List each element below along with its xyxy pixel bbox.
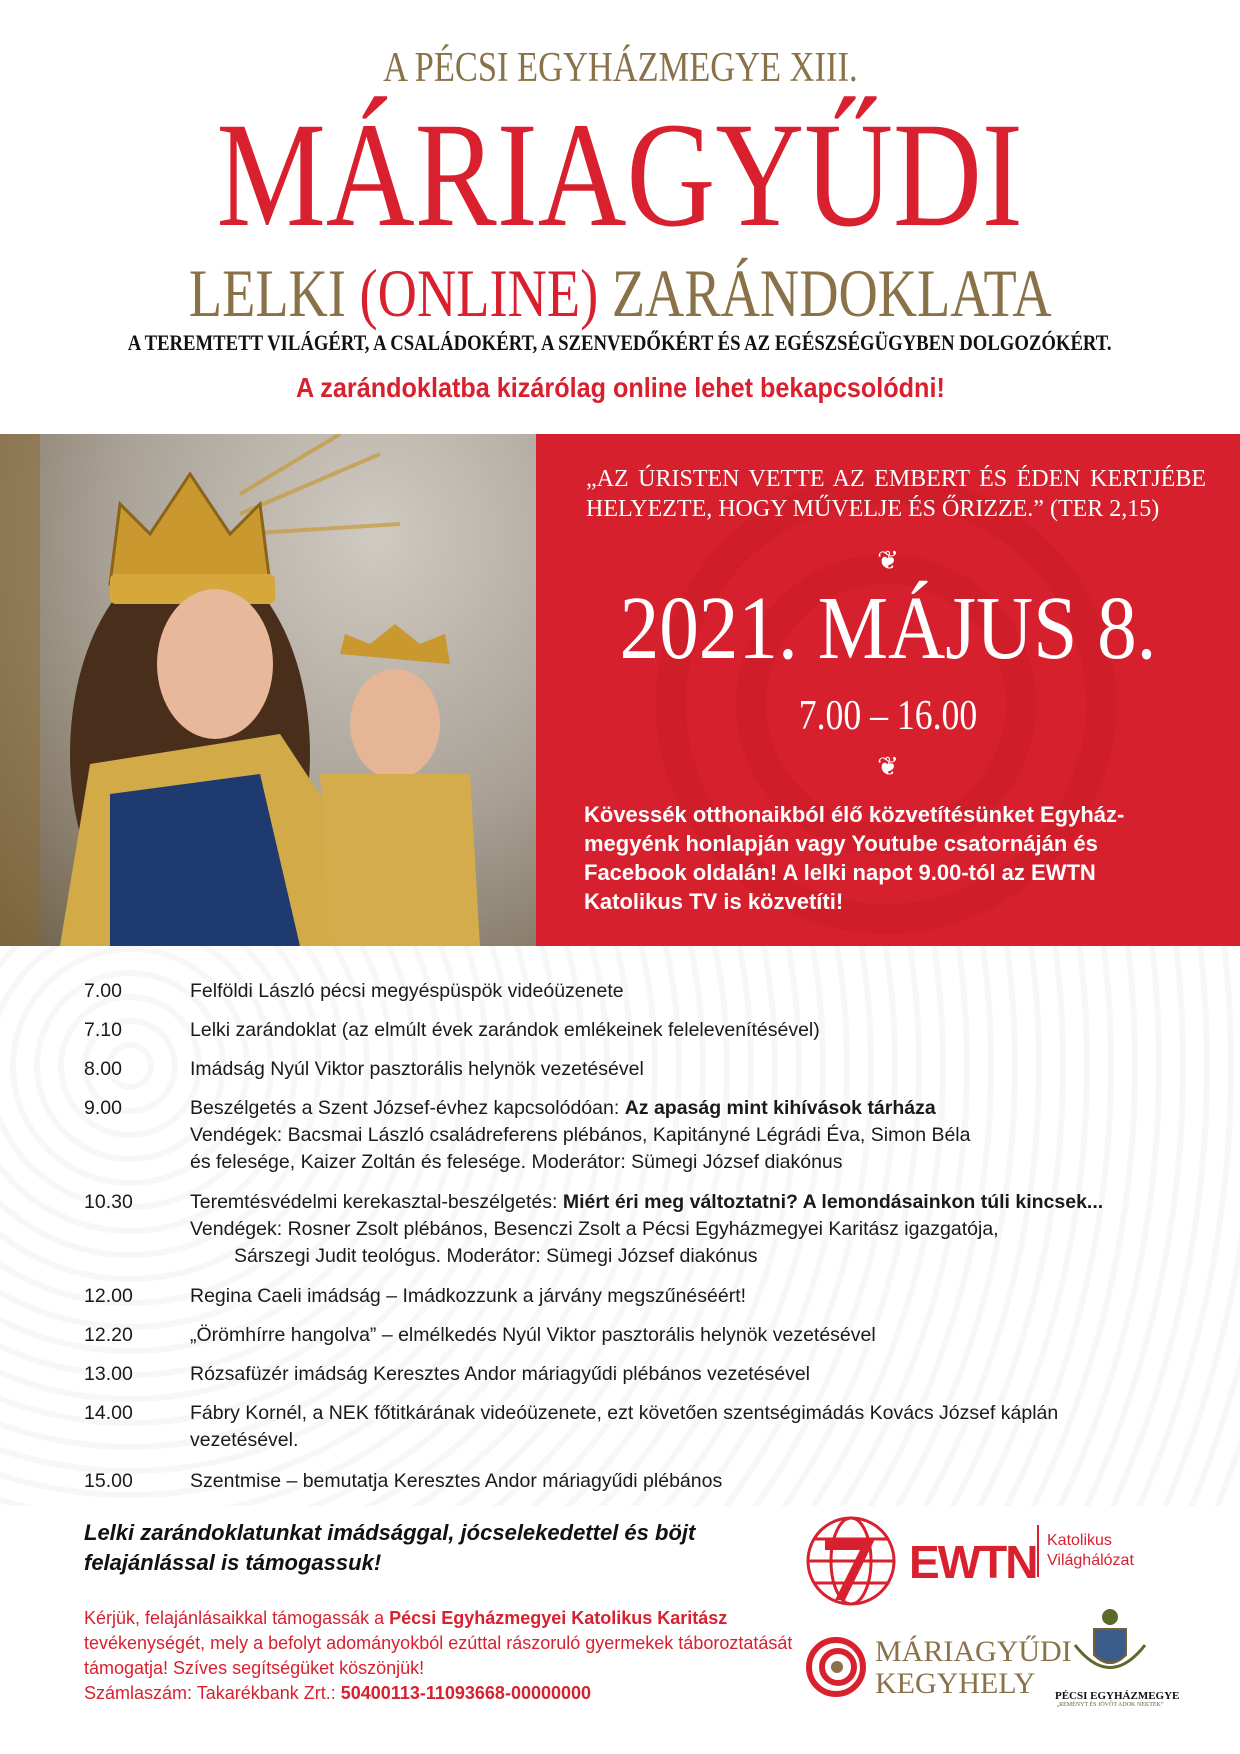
schedule-text-cont: vezetésével. bbox=[190, 1429, 299, 1451]
diocese-motto: „REMÉNYT ÉS JÖVŐT ADOK NEKTEK” bbox=[1056, 1702, 1164, 1708]
schedule-text: Imádság Nyúl Viktor pasztorális helynök vezetésével bbox=[190, 1058, 644, 1080]
account-number: 50400113-11093668-00000000 bbox=[340, 1683, 592, 1703]
dedication bbox=[0, 330, 1240, 356]
schedule-guests-cont: és felesége, Kaizer Zoltán és felesége. Moderátor: Sümegi József diakónus bbox=[190, 1151, 843, 1173]
subtitle-a: LELKI bbox=[188, 255, 346, 331]
globe-icon bbox=[805, 1515, 897, 1607]
schedule-guests-cont: Sárszegi Judit teológus. Moderátor: Sümegi József diakónus bbox=[234, 1245, 758, 1267]
shrine-line-1: MÁRIAGYŰDI bbox=[875, 1635, 1072, 1668]
schedule-time: 12.00 bbox=[84, 1285, 133, 1307]
donation-text-cont: tevékenységét, mely a befolyt adományokból ezúttal rászoruló gyermekek táboroztatását támogatja! Szíves segítségüket köszönjük! bbox=[84, 1633, 793, 1678]
subtitle bbox=[0, 255, 1240, 331]
divider bbox=[1037, 1525, 1039, 1577]
appeal-line: felajánlással is támogassuk! bbox=[84, 1550, 382, 1575]
shrine-name bbox=[875, 1636, 1072, 1700]
schedule-guests: Vendégek: Rosner Zsolt plébános, Besenczi Zsolt a Pécsi Egyházmegyei Karitász igazgatója, bbox=[190, 1218, 999, 1240]
ewtn-wordmark: EWTN bbox=[909, 1536, 1037, 1588]
subtitle-c: ZARÁNDOKLATA bbox=[611, 255, 1052, 331]
shrine-line-2: KEGYHELY bbox=[875, 1667, 1036, 1700]
subtitle-online: (ONLINE) bbox=[359, 255, 598, 331]
schedule-text: Lelki zarándoklat (az elmúlt évek zarándok emlékeinek felelevenítésével) bbox=[190, 1019, 820, 1041]
online-notice bbox=[0, 372, 1240, 404]
main-title bbox=[0, 92, 1240, 258]
schedule-time: 8.00 bbox=[84, 1058, 122, 1080]
main-title-text: MÁRIAGYŰDI bbox=[216, 92, 1024, 258]
ornament-icon: ❦ bbox=[877, 752, 899, 781]
stream-info: Kövessék otthonaikból élő közvetítésünket Egyház-megyénk honlapján vagy Youtube csatornáján és Facebook oldalán! A lelki napot 9.00-tól az EWTN Katolikus TV is közvetíti! bbox=[584, 802, 1125, 914]
schedule-text-main: Teremtésvédelmi kerekasztal-beszélgetés: bbox=[190, 1191, 563, 1213]
ewtn-tagline bbox=[1047, 1531, 1134, 1571]
pre-title bbox=[0, 44, 1240, 92]
event-date-text: 2021. MÁJUS 8. bbox=[619, 579, 1157, 678]
schedule-text: „Örömhírre hangolva” – elmélkedés Nyúl Viktor pasztorális helynök vezetésével bbox=[190, 1324, 876, 1346]
schedule-text-main: Fábry Kornél, a NEK főtitkárának videóüzenete, ezt követően szentségimádás Kovács József káplán bbox=[190, 1402, 1059, 1424]
event-time-text: 7.00 – 16.00 bbox=[798, 693, 978, 739]
event-banner bbox=[536, 434, 1240, 946]
schedule-text: Regina Caeli imádság – Imádkozzunk a járvány megszűnéséért! bbox=[190, 1285, 747, 1307]
diocese-logo bbox=[1055, 1605, 1180, 1708]
schedule-time: 9.00 bbox=[84, 1097, 122, 1119]
charity-name: Pécsi Egyházmegyei Katolikus Karitász bbox=[389, 1608, 728, 1628]
schedule-time: 13.00 bbox=[84, 1363, 133, 1385]
online-notice-text: A zarándoklatba kizárólag online lehet bekapcsolódni! bbox=[295, 372, 945, 403]
schedule-text-main: Beszélgetés a Szent József-évhez kapcsolódóan: bbox=[190, 1097, 625, 1119]
event-time bbox=[536, 692, 1240, 740]
schedule-guests: Vendégek: Bacsmai László családreferens plébános, Kapitányné Légrádi Éva, Simon Béla bbox=[190, 1124, 971, 1146]
schedule-time: 7.00 bbox=[84, 980, 122, 1002]
appeal-line: Lelki zarándoklatunkat imádsággal, jócselekedettel és böjt bbox=[84, 1520, 696, 1545]
bible-quote: „AZ ÚRISTEN VETTE AZ EMBERT ÉS ÉDEN KERTJÉBE HELYEZTE, HOGY MŰVELJE ÉS ŐRIZZE.” (TER 2,15) bbox=[586, 466, 1206, 522]
schedule-text bbox=[190, 1400, 1190, 1454]
schedule-time: 14.00 bbox=[84, 1402, 133, 1424]
schedule-text: Felföldi László pécsi megyéspüspök videóüzenete bbox=[190, 980, 624, 1002]
shrine-logo bbox=[805, 1635, 1072, 1703]
account-label: Számlaszám: Takarékbank Zrt.: bbox=[84, 1683, 341, 1703]
schedule-time: 10.30 bbox=[84, 1191, 133, 1213]
ewtn-tagline-2: Világhálózat bbox=[1047, 1552, 1134, 1569]
schedule-text: Rózsafüzér imádság Keresztes Andor máriagyűdi plébános vezetésével bbox=[190, 1363, 811, 1385]
pre-title-text: A PÉCSI EGYHÁZMEGYE XIII. bbox=[382, 45, 858, 91]
schedule-text bbox=[190, 1189, 1190, 1270]
schedule-time: 12.20 bbox=[84, 1324, 133, 1346]
rose-icon bbox=[805, 1636, 867, 1698]
donation-info bbox=[84, 1606, 824, 1706]
dedication-text: A TEREMTETT VILÁGÉRT, A CSALÁDOKÉRT, A SZENVEDŐKÉRT ÉS AZ EGÉSZSÉGÜGYBEN DOLGOZÓKÉRT. bbox=[128, 330, 1112, 355]
ornament-icon: ❦ bbox=[877, 546, 899, 575]
coat-of-arms-icon bbox=[1070, 1605, 1150, 1685]
event-date bbox=[536, 579, 1240, 678]
ewtn-tagline-1: Katolikus bbox=[1047, 1532, 1112, 1549]
diocese-name: PÉCSI EGYHÁZMEGYE bbox=[1055, 1690, 1180, 1702]
appeal-text bbox=[84, 1518, 695, 1578]
donation-text: Kérjük, felajánlásaikkal támogassák a bbox=[84, 1608, 390, 1628]
schedule-topic: Az apaság mint kihívások tárháza bbox=[624, 1097, 936, 1119]
ewtn-logo bbox=[805, 1515, 1134, 1612]
schedule-text bbox=[190, 1095, 1190, 1176]
madonna-statue-photo bbox=[0, 434, 536, 946]
schedule-topic: Miért éri meg változtatni? A lemondásainkon túli kincsek... bbox=[562, 1191, 1104, 1213]
schedule-text: Szentmise – bemutatja Keresztes Andor máriagyűdi plébános bbox=[190, 1470, 723, 1492]
schedule-time: 7.10 bbox=[84, 1019, 122, 1041]
schedule-time: 15.00 bbox=[84, 1470, 133, 1492]
